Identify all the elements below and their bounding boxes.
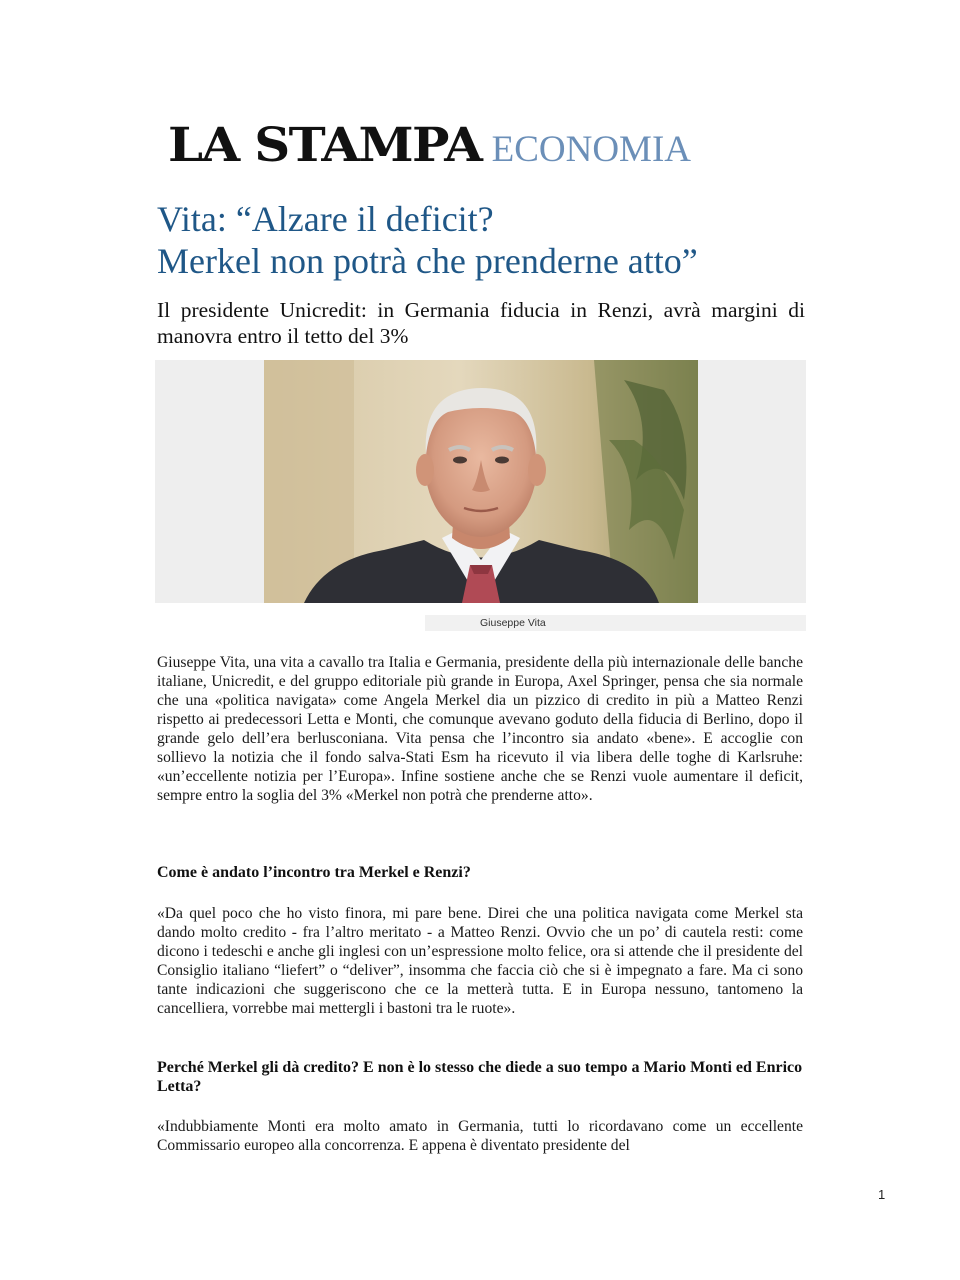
portrait-photo bbox=[264, 360, 698, 603]
page-number: 1 bbox=[878, 1187, 886, 1202]
article-headline bbox=[157, 198, 817, 282]
masthead bbox=[168, 118, 691, 178]
newspaper-logo: LA STAMPA bbox=[168, 118, 482, 173]
interview-question-2: Perché Merkel gli dà credito? E non è lo stesso che diede a suo tempo a Mario Monti ed Enrico Letta? bbox=[157, 1059, 803, 1095]
article-paragraph-2: «Da quel poco che ho visto finora, mi pare bene. Direi che una politica navigata come Merkel sta dando molto credito - fra l’altro meritato - a Matteo Renzi. Ovvio che un po’ di cautela resti: come dicono i tedeschi e anche gli inglesi con un’espressione molto felice, ora si attende che il presidente del Consiglio italiano “liefert” o “deliver”, insomma che faccia ciò che si è impegnato a fare. Ma ci sono tante indicazioni che suggeriscono che ce la metterà tutta. E in Europa nessuno, tantomeno la cancelliera, vorrebbe mai mettergli i bastoni tra le ruote». bbox=[157, 905, 803, 1017]
photo-caption: Giuseppe Vita bbox=[480, 617, 546, 629]
interview-question-1: Come è andato l’incontro tra Merkel e Renzi? bbox=[157, 864, 471, 881]
article-subhead: Il presidente Unicredit: in Germania fiducia in Renzi, avrà margini di manovra entro il tetto del 3% bbox=[157, 298, 805, 348]
photo-caption-bar bbox=[425, 615, 806, 631]
article-paragraph-3: «Indubbiamente Monti era molto amato in Germania, tutti lo ricordavano come un eccellente Commissario europeo alla concorrenza. E appena è diventato presidente del bbox=[157, 1118, 803, 1154]
article-paragraph-1: Giuseppe Vita, una vita a cavallo tra Italia e Germania, presidente della più internazionale delle banche italiane, Unicredit, e del gruppo editoriale più grande in Europa, Axel Springer, pensa che sia normale che una «politica navigata» come Angela Merkel dia un pizzico di credito in più a Matteo Renzi rispetto ai predecessori Letta e Monti, che comunque avevano goduto della fiducia di Berlino, dopo il grande gelo dell’era berlusconiana. Vita pensa che l’incontro sia andato «bene». E accoglie con sollievo la notizia che il fondo salva-Stati Esm ha ricevuto il via libera delle toghe di Karlsruhe: «un’eccellente notizia per l’Europa». Infine sostiene anche che se Renzi vuole aumentare il deficit, sempre entro la soglia del 3% «Merkel non potrà che prenderne atto». bbox=[157, 654, 803, 804]
headline-line-1: Vita: “Alzare il deficit? bbox=[157, 199, 494, 239]
section-label: ECONOMIA bbox=[491, 129, 691, 170]
headline-line-2: Merkel non potrà che prenderne atto” bbox=[157, 241, 698, 281]
